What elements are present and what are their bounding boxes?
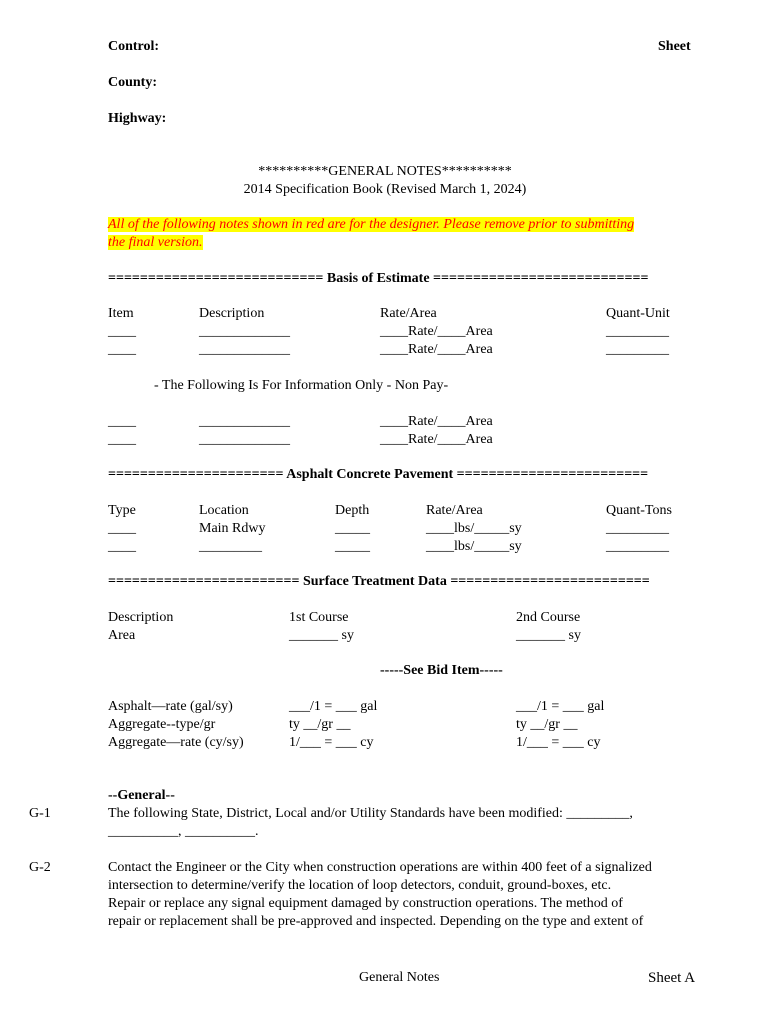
footer-general-notes: General Notes [359,970,440,985]
info-description-blank: _____________ [199,432,290,447]
asphalt-col-depth: Depth [335,503,370,518]
basis-col-rate-area: Rate/Area [380,306,437,321]
note-line: Contact the Engineer or the City when construction operations are within 400 feet of a signalized [108,860,652,875]
surface-row-first: 1/___ = ___ cy [289,735,374,750]
surface-row-label: Asphalt—rate (gal/sy) [108,699,233,714]
see-bid-item: -----See Bid Item----- [380,663,503,678]
general-notes-title: **********GENERAL NOTES********** [258,164,512,179]
asphalt-pavement-heading: ====================== Asphalt Concrete Pavement ======================== [108,467,649,482]
asphalt-rate-blank: ____lbs/_____sy [426,521,522,536]
surface-row-label: Aggregate—rate (cy/sy) [108,735,244,750]
county-label: County: [108,75,158,90]
basis-description-blank: _____________ [199,324,290,339]
designer-note-line-2: the final version. [108,235,203,250]
note-line: __________, __________. [108,824,259,839]
surface-row-first: ___/1 = ___ gal [289,699,378,714]
asphalt-rate-blank: ____lbs/_____sy [426,539,522,554]
info-description-blank: _____________ [199,414,290,429]
designer-note [108,216,634,252]
surface-col-first-course: 1st Course [289,610,349,625]
note-line: The following State, District, Local and/or Utility Standards have been modified: _________, [108,806,633,821]
control-label: Control: [108,39,160,54]
footer-sheet-id: Sheet A [648,970,696,986]
asphalt-col-type: Type [108,503,136,518]
surface-treatment-heading: ======================== Surface Treatment Data ========================= [108,574,650,589]
basis-quant-blank: _________ [606,342,669,357]
asphalt-type-blank: ____ [108,521,136,536]
surface-area-label: Area [108,628,136,643]
note-line: Repair or replace any signal equipment damaged by construction operations. The method of [108,896,623,911]
surface-area-first: _______ sy [289,628,354,643]
basis-of-estimate-heading: =========================== Basis of Estimate =========================== [108,271,649,286]
note-id: G-1 [29,806,51,821]
note-line: intersection to determine/verify the location of loop detectors, conduit, ground-boxes, etc. [108,878,612,893]
info-rate-area-blank: ____Rate/____Area [380,432,493,447]
basis-item-blank: ____ [108,342,136,357]
info-item-blank: ____ [108,432,136,447]
sheet-label: Sheet [658,39,691,54]
highway-label: Highway: [108,111,167,126]
basis-col-description: Description [199,306,265,321]
surface-row-label: Aggregate--type/gr [108,717,216,732]
surface-col-second-course: 2nd Course [516,610,581,625]
spec-book-title: 2014 Specification Book (Revised March 1, 2024) [243,182,527,197]
asphalt-depth-blank: _____ [335,521,370,536]
basis-col-item: Item [108,306,134,321]
basis-rate-area-blank: ____Rate/____Area [380,324,493,339]
basis-description-blank: _____________ [199,342,290,357]
surface-row-second: 1/___ = ___ cy [516,735,601,750]
basis-rate-area-blank: ____Rate/____Area [380,342,493,357]
asphalt-location: Main Rdwy [199,521,266,536]
asphalt-location-blank: _________ [199,539,262,554]
note-id: G-2 [29,860,51,875]
info-rate-area-blank: ____Rate/____Area [380,414,493,429]
surface-area-second: _______ sy [516,628,581,643]
asphalt-col-location: Location [199,503,249,518]
surface-row-first: ty __/gr __ [289,717,351,732]
surface-row-second: ___/1 = ___ gal [516,699,605,714]
info-item-blank: ____ [108,414,136,429]
asphalt-type-blank: ____ [108,539,136,554]
asphalt-col-rate-area: Rate/Area [426,503,483,518]
general-heading: --General-- [108,788,175,803]
designer-note-line-1: All of the following notes shown in red are for the designer. Please remove prior to submitting [108,217,635,232]
surface-row-second: ty __/gr __ [516,717,578,732]
asphalt-col-quant-tons: Quant-Tons [606,503,672,518]
asphalt-quant-blank: _________ [606,521,669,536]
asphalt-quant-blank: _________ [606,539,669,554]
note-line: repair or replacement shall be pre-approved and inspected. Depending on the type and extent of [108,914,644,929]
basis-col-quant-unit: Quant-Unit [606,306,670,321]
basis-quant-blank: _________ [606,324,669,339]
asphalt-depth-blank: _____ [335,539,370,554]
info-only-note: - The Following Is For Information Only - Non Pay- [154,378,449,393]
basis-item-blank: ____ [108,324,136,339]
surface-col-description: Description [108,610,174,625]
